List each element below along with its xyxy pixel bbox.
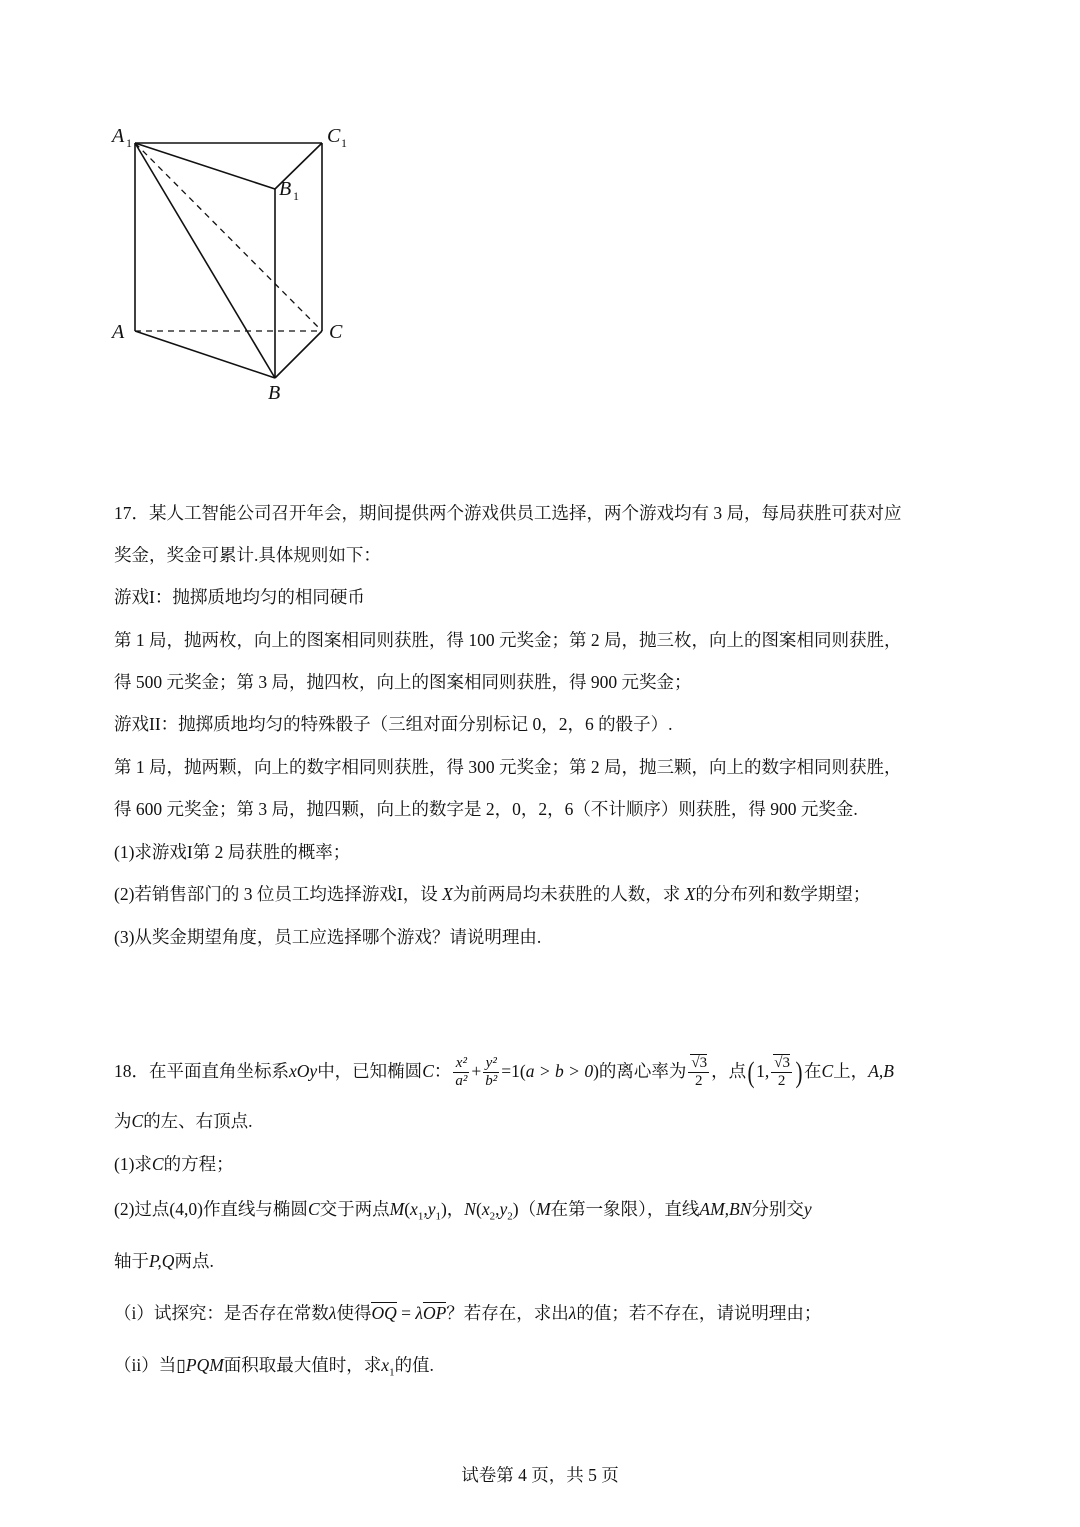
q17-game1-rule-1: 第 1 局，抛两枚，向上的图案相同则获胜，得 100 元奖金；第 2 局，抛三枚，向上的图案相同则获胜， — [114, 630, 902, 650]
var-X: X — [684, 884, 696, 904]
frac-eccentricity: $\frac{√3}{2}$ — [688, 1055, 709, 1090]
label-A1: A — [112, 125, 125, 147]
q17-part-2: (2)若销售部门的 3 位员工均选择游戏I，设 X为前两局均未获胜的人数，求 X的分布列和数学期望； — [114, 884, 871, 904]
q17-part-3: (3)从奖金期望角度，员工应选择哪个游戏？请说明理由. — [114, 927, 542, 947]
label-C1: C — [327, 125, 341, 147]
q17-game2-title: 游戏II：抛掷质地均匀的特殊骰子（三组对面分别标记 0，2，6 的骰子）. — [114, 714, 673, 734]
label-C1-sub: 1 — [341, 136, 347, 150]
q18-part-2-i: （i）试探究：是否存在常数λ使得OQ = λOP？若存在，求出λ的值；若不存在，请说明理由； — [114, 1303, 822, 1323]
q17-part-1: (1)求游戏I第 2 局获胜的概率； — [114, 842, 351, 862]
edge-A1B1 — [135, 143, 275, 189]
edge-AB — [135, 331, 275, 378]
q18-part-2-line-2: 轴于P,Q两点. — [114, 1251, 214, 1271]
q18-part-2: (2)过点(4,0)作直线与椭圆C交于两点$M(x_1,y_1)$，$N(x_2,y_2)(M$在第一象限），直线AM,BN分别交y — [114, 1199, 812, 1223]
q17-line-2: 奖金，奖金可累计.具体规则如下： — [114, 545, 381, 565]
q18-part-1: (1)求C的方程； — [114, 1154, 234, 1174]
label-A1-sub: 1 — [126, 136, 132, 150]
page-footer: 试卷第 4 页，共 5 页 — [461, 1465, 619, 1485]
label-B1-sub: 1 — [293, 189, 299, 203]
label-C: C — [329, 321, 343, 343]
prism-figure — [100, 115, 380, 410]
edge-A1B — [135, 143, 275, 378]
frac-y2-b2: $\frac{\text{y²}}{\text{b²}}$ — [485, 1055, 498, 1090]
label-B1: B — [279, 178, 292, 200]
q18-line-1: 18．在平面直角坐标系xOy中，已知椭圆C： $\frac{\text{x²}}{\text{a²}}$ + $\frac{\text{y²}}{\text{b²}}$ =1(a > b > 0)的离心率为 $\frac{√3}{2}$ ，点(1, $\frac{√3}{2}$ )在C上，A,B — [114, 1055, 894, 1090]
label-B: B — [268, 382, 281, 404]
q17-game1-rule-2: 得 500 元奖金；第 3 局，抛四枚，向上的图案相同则获胜，得 900 元奖金； — [114, 672, 692, 692]
q18-part-2-ii: （ii）当▯PQM面积取最大值时，求$x_1$的值. — [114, 1355, 434, 1379]
frac-point-y: $\frac{√3}{2}$ — [771, 1055, 792, 1090]
edge-BC — [275, 331, 322, 378]
q17-game1-title: 游戏I：抛掷质地均匀的相同硬币 — [114, 587, 365, 607]
q17-line-1: 17．某人工智能公司召开年会，期间提供两个游戏供员工选择，两个游戏均有 3 局，每局获胜可获对应 — [114, 503, 902, 523]
frac-x2-a2: $\frac{\text{x²}}{\text{a²}}$ — [455, 1055, 468, 1090]
q17-game2-rule-1: 第 1 局，抛两颗，向上的数字相同则获胜，得 300 元奖金；第 2 局，抛三颗，向上的数字相同则获胜， — [114, 757, 902, 777]
label-A: A — [112, 321, 125, 343]
q17-game2-rule-2: 得 600 元奖金；第 3 局，抛四颗，向上的数字是 2，0，2，6（不计顺序）则获胜，得 900 元奖金. — [114, 799, 858, 819]
var-X: X — [442, 884, 453, 904]
q18-line-2: 为C的左、右顶点. — [114, 1111, 253, 1131]
